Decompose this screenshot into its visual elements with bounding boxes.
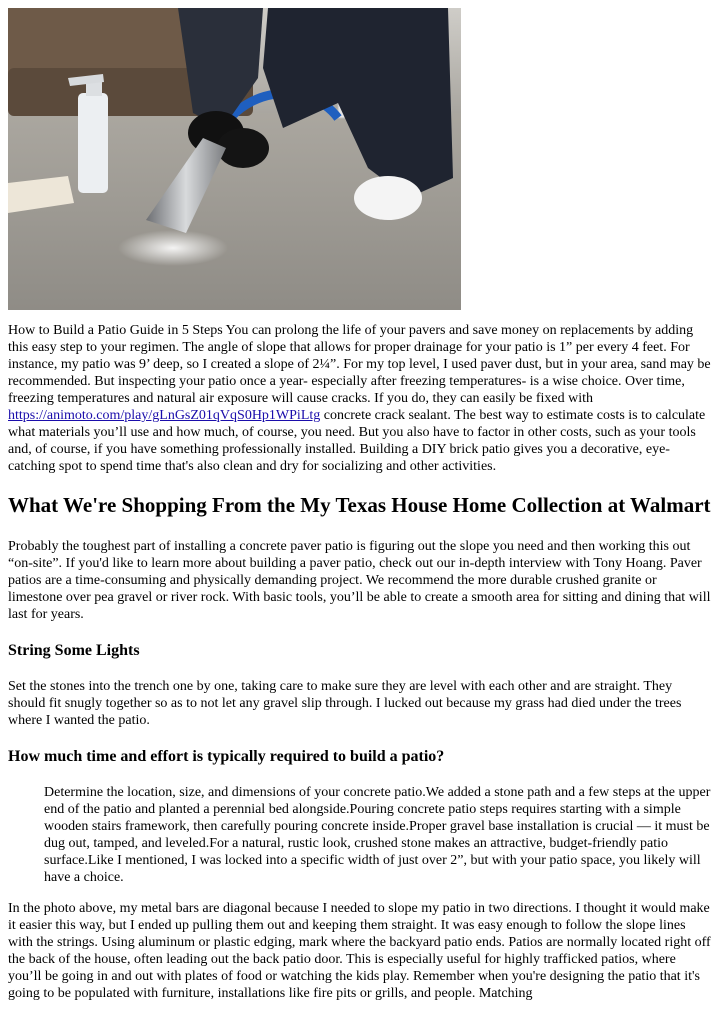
paver-slope-paragraph: Probably the toughest part of installing a concrete paver patio is figuring out the slope you need and then working this out “on-site”. If you'd like to learn more about building a paver patio, check out our in-depth interview with Tony Hoang. Paver patios are a time-consuming and physically demanding project. We recommend the more durable crushed granite or limestone over pea gravel or river rock. With basic tools, you’ll be able to create a smooth area for sitting and dining that will last for years.: [8, 539, 711, 622]
intro-paragraph: [8, 322, 712, 475]
subheading-string-lights: String Some Lights: [8, 642, 140, 659]
stones-paragraph: Set the stones into the trench one by one, taking care to make sure they are level with each other and are straight. They should fit snugly together so as to not let any gravel slip through. I lucked out because my grass had died under the trees where I wanted the patio.: [8, 679, 682, 728]
section-heading-shopping: What We're Shopping From the My Texas House Home Collection at Walmart: [8, 493, 711, 517]
article-content: [8, 322, 712, 1002]
intro-text-after-link: concrete crack sealant. The best way to estimate costs is to calculate what materials you’ll use and how much, of course, you need. But you also have to factor in other costs, such as your tools and, of course, if you have something professionally installed. Building a DIY brick patio gives you a decorative, eye-catching spot to spend time that's also clean and dry for socializing and other activities.: [8, 408, 706, 474]
quote-text: Determine the location, size, and dimensions of your concrete patio.We added a stone path and a few steps at the upper end of the patio and planted a perennial bed alongside.Pouring concrete patio steps requires starting with a simple wooden stairs framework, then carefully pouring concrete inside.Proper gravel base installation is crucial — it must be dug out, tamped, and leveled.For a natural, rustic look, crushed stone makes an attractive, budget-friendly patio surface.Like I mentioned, I was locked into a specific width of just over 2”, but with your patio space, you likely will have a choice.: [44, 785, 711, 885]
quote-block: [44, 784, 712, 886]
carpet-cleaning-photo: [8, 8, 461, 310]
intro-text-before-link: How to Build a Patio Guide in 5 Steps You can prolong the life of your pavers and save money on replacements by adding this easy step to your regimen. The angle of slope that allows for proper drainage for your patio is 1” per every 4 feet. For instance, my patio was 9’ deep, so I created a slope of 2¼”. For my top level, I used paver dust, but in your area, sand may be recommended. But inspecting your patio once a year- especially after freezing temperatures- is a wise choice. Over time, freezing temperatures and natural air exposure will cause cracks. If you do, they can easily be fixed with: [8, 323, 711, 406]
metal-bars-paragraph: In the photo above, my metal bars are diagonal because I needed to slope my patio in two directions. I thought it would make it easier this way, but I ended up pulling them out and keeping them straight. It was easy enough to follow the slope lines with the strings. Using aluminum or plastic edging, mark where the backyard patio ends. Patios are normally located right off the back of the house, often leading out the back patio door. This is especially useful for highly trafficked patios, where you’ll be going in and out with plates of food or watching the kids play. Remember when you're designing the patio that it's going to be populated with furniture, installations like fire pits or grills, and people. Matching: [8, 901, 711, 1001]
subheading-time-effort: How much time and effort is typically required to build a patio?: [8, 748, 445, 765]
animoto-link[interactable]: https://animoto.com/play/gLnGsZ01qVqS0Hp1WPiLtg: [8, 408, 321, 423]
